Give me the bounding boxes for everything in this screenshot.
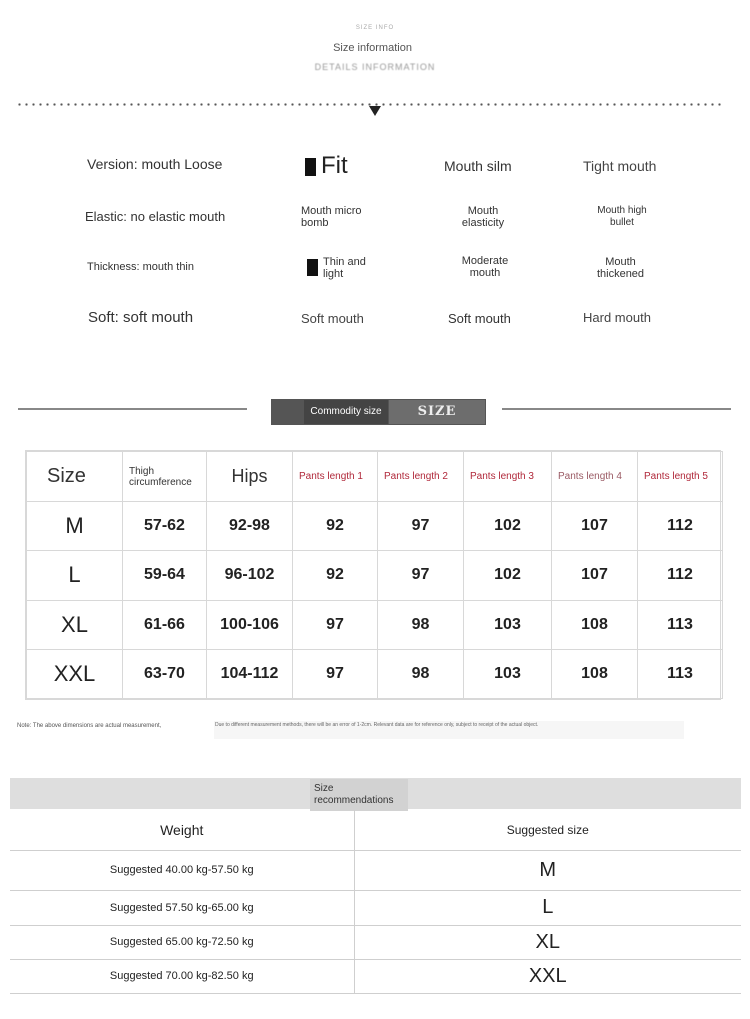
banner-line-right xyxy=(502,408,731,410)
note-measurement: Note: The above dimensions are actual measurement, xyxy=(17,723,162,729)
table-cell: 97 xyxy=(378,502,464,551)
table-cell: 103 xyxy=(464,600,552,649)
table-row xyxy=(27,502,723,551)
weight-range: Suggested 57.50 kg-65.00 kg xyxy=(10,890,354,925)
weight-range: Suggested 65.00 kg-72.50 kg xyxy=(10,925,354,959)
table-cell: 98 xyxy=(378,649,464,698)
table-cell: 92 xyxy=(293,502,378,551)
table-cell: 63-70 xyxy=(123,649,207,698)
recommendations-title: Size recommendations xyxy=(310,779,408,811)
table-cell: 92-98 xyxy=(207,502,293,551)
recommendations-table xyxy=(10,810,741,994)
table-cell: 98 xyxy=(378,600,464,649)
table-cell: 113 xyxy=(638,649,723,698)
page-title: Size information xyxy=(333,42,412,54)
table-cell: 113 xyxy=(638,600,723,649)
suggested-size: L xyxy=(354,890,741,925)
table-cell: 100-106 xyxy=(207,600,293,649)
property-label-elastic: Elastic: no elastic mouth xyxy=(85,209,226,224)
table-cell: 104-112 xyxy=(207,649,293,698)
header-pants-length-1: Pants length 1 xyxy=(293,452,378,502)
table-row xyxy=(27,649,723,698)
table-row xyxy=(10,925,741,959)
option-moderate-mouth: Moderate mouth xyxy=(461,255,509,279)
size-table-header xyxy=(27,452,723,502)
row-size: L xyxy=(27,551,123,600)
commodity-size-label: Commodity size xyxy=(304,400,388,424)
table-cell: 107 xyxy=(552,502,638,551)
header-size: Size xyxy=(27,452,123,502)
table-cell: 61-66 xyxy=(123,600,207,649)
option-mouth-elasticity: Mouth elasticity xyxy=(461,205,505,229)
header-pants-length-3: Pants length 3 xyxy=(464,452,552,502)
table-row xyxy=(27,551,723,600)
option-fit: Fit xyxy=(321,152,348,179)
row-size: XXL xyxy=(27,649,123,698)
table-row xyxy=(10,959,741,993)
table-cell: 97 xyxy=(293,600,378,649)
property-label-version: Version: mouth Loose xyxy=(87,156,223,172)
weight-range: Suggested 70.00 kg-82.50 kg xyxy=(10,959,354,993)
option-tight-mouth: Tight mouth xyxy=(583,158,657,174)
table-cell: 103 xyxy=(464,649,552,698)
row-size: XL xyxy=(27,600,123,649)
table-cell: 108 xyxy=(552,600,638,649)
option-mouth-silm: Mouth silm xyxy=(444,158,512,174)
header-pants-length-4: Pants length 4 xyxy=(552,452,638,502)
header-suggested-size: Suggested size xyxy=(354,810,741,850)
table-cell: 57-62 xyxy=(123,502,207,551)
size-table xyxy=(25,450,721,700)
header-pants-length-5: Pants length 5 xyxy=(638,452,723,502)
row-size: M xyxy=(27,502,123,551)
table-cell: 112 xyxy=(638,551,723,600)
table-cell: 102 xyxy=(464,502,552,551)
header-hips: Hips xyxy=(207,452,293,502)
option-mouth-high-bullet: Mouth high bullet xyxy=(597,205,647,228)
table-cell: 107 xyxy=(552,551,638,600)
table-cell: 97 xyxy=(293,649,378,698)
option-mouth-thickened: Mouth thickened xyxy=(596,256,645,280)
suggested-size: XL xyxy=(354,925,741,959)
suggested-size: M xyxy=(354,850,741,890)
banner-line-left xyxy=(18,408,247,410)
table-cell: 92 xyxy=(293,551,378,600)
table-row xyxy=(10,890,741,925)
weight-range: Suggested 40.00 kg-57.50 kg xyxy=(10,850,354,890)
header-pants-length-2: Pants length 2 xyxy=(378,452,464,502)
option-soft-mouth-2: Soft mouth xyxy=(448,311,511,326)
commodity-size-label-en: SIZE xyxy=(389,400,485,424)
down-triangle-icon xyxy=(369,106,381,116)
header-tiny-label: SIZE INFO xyxy=(355,25,395,31)
recommendations-header xyxy=(10,810,741,850)
table-cell: 96-102 xyxy=(207,551,293,600)
table-cell: 112 xyxy=(638,502,723,551)
table-cell: 102 xyxy=(464,551,552,600)
table-row xyxy=(27,600,723,649)
selected-marker-icon xyxy=(307,259,318,276)
option-soft-mouth: Soft mouth xyxy=(301,311,364,326)
property-option-selected xyxy=(305,152,348,180)
option-hard-mouth: Hard mouth xyxy=(583,310,651,325)
option-mouth-micro-bomb: Mouth micro bomb xyxy=(301,205,362,229)
table-cell: 108 xyxy=(552,649,638,698)
note-error: Due to different measurement methods, there will be an error of 1-2cm. Relevant data are for reference only, subject to receipt of the actual object. xyxy=(214,721,684,739)
header-thigh: Thigh circumference xyxy=(123,452,207,502)
suggested-size: XXL xyxy=(354,959,741,993)
selected-marker-icon xyxy=(305,158,316,176)
header-weight: Weight xyxy=(10,810,354,850)
page-subtitle: DETAILS INFORMATION xyxy=(314,62,436,72)
property-label-thickness: Thickness: mouth thin xyxy=(87,261,194,273)
table-cell: 97 xyxy=(378,551,464,600)
property-label-soft: Soft: soft mouth xyxy=(88,309,194,326)
table-row xyxy=(10,850,741,890)
option-thin-and-light: Thin and light xyxy=(323,256,366,280)
table-cell: 59-64 xyxy=(123,551,207,600)
